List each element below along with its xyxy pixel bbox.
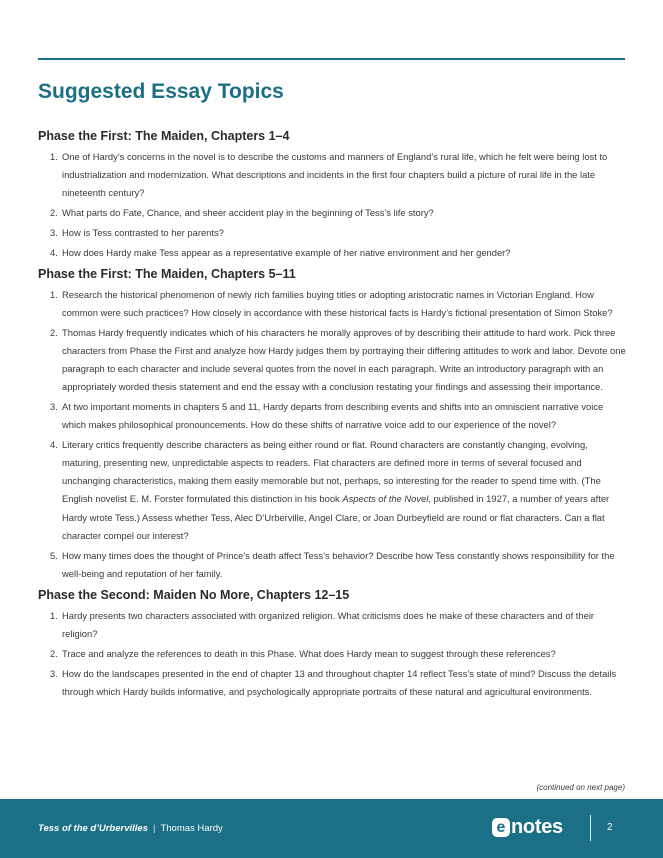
list-item <box>38 324 628 397</box>
footer-author: Thomas Hardy <box>160 823 223 834</box>
footer-book-title: Tess of the d’Urbervilles <box>38 823 148 834</box>
item-number: 1. <box>50 288 58 300</box>
item-text: How does Hardy make Tess appear as a representative example of her native environment and her gender? <box>62 246 511 258</box>
item-text: Thomas Hardy frequently indicates which of his characters he morally approves of by describing their attitude to hard work. Pick three characters from Phase the First and analyze how Hardy judges them by portraying their differing attitudes to work and labor. Devote one paragraph to each character and include several quotes from the novel in each paragraph. Write an introductory paragraph with an appropriately worded thesis statement and end the essay with a conclusion restating your findings and assessing their importance. <box>62 326 626 393</box>
item-number: 5. <box>50 549 58 561</box>
list-item <box>38 398 628 434</box>
page-footer <box>0 799 663 858</box>
list-item <box>38 607 628 643</box>
item-number: 3. <box>50 667 58 679</box>
section-heading: Phase the First: The Maiden, Chapters 5–11 <box>38 266 296 281</box>
item-text: Research the historical phenomenon of newly rich families buying titles or adopting aristocratic names in Victorian England. How common were such practices? How closely in accordance with these historical facts is Hardy’s fictional presentation of Simon Stoke? <box>62 288 613 318</box>
item-text: How do the landscapes presented in the end of chapter 13 and throughout chapter 14 reflect Tess’s state of mind? Discuss the details through which Hardy builds informative, and psychologically appropriate portraits of these natural and agricultural environments. <box>62 667 617 697</box>
item-number: 2. <box>50 647 58 659</box>
top-rule <box>38 58 625 60</box>
list-item <box>38 645 628 663</box>
item-text: One of Hardy’s concerns in the novel is to describe the customs and manners of England’s rural life, which he felt were being lost to industrialization and modernization. What descriptions and incidents in the first four chapters build a picture of rural life in the late nineteenth century? <box>62 151 608 199</box>
section-chapters-5-11 <box>38 266 628 583</box>
topic-list <box>38 148 628 262</box>
item-number: 4. <box>50 438 58 450</box>
list-item <box>38 224 628 242</box>
item-number: 4. <box>50 246 58 258</box>
logo-text: notes <box>511 815 563 838</box>
item-number: 3. <box>50 226 58 238</box>
item-text-before: Literary critics frequently describe characters as being either round or flat. Round characters are constantly changing, evolving, maturing, presenting new, unpredictable aspects to readers. Flat characters are defined more in terms of several focused and unchanging characteristics, making them easily memorable but not, perhaps, so interesting for the reader to spend time with. (The English novelist E. M. Forster formulated this distinction in his book <box>62 438 601 505</box>
section-heading: Phase the First: The Maiden, Chapters 1–4 <box>38 129 290 143</box>
item-text: How is Tess contrasted to her parents? <box>62 226 224 238</box>
item-number: 3. <box>50 400 58 412</box>
list-item <box>38 286 628 322</box>
topic-list <box>38 286 628 583</box>
page-title: Suggested Essay Topics <box>38 80 284 103</box>
essay-topics-content <box>38 128 628 705</box>
enotes-logo <box>492 816 563 838</box>
item-text: What parts do Fate, Chance, and sheer accident play in the beginning of Tess’s life story? <box>62 207 434 219</box>
item-number: 2. <box>50 207 58 219</box>
item-text: How many times does the thought of Prince’s death affect Tess’s behavior? Describe how Tess constantly shows responsibility for the well-being and reputation of her family. <box>62 549 615 579</box>
footer-divider <box>590 815 591 841</box>
continued-note: (continued on next page) <box>536 783 625 792</box>
item-text: Hardy presents two characters associated with organized religion. What criticisms does he make of these characters and of their religion? <box>62 609 595 640</box>
item-text: At two important moments in chapters 5 and 11, Hardy departs from describing events and shifts into an omniscient narrative voice which makes philosophical pronouncements. How do these shifts of narrative voice add to our experience of the novel? <box>62 400 604 431</box>
item-number: 2. <box>50 326 58 338</box>
topic-list <box>38 607 628 701</box>
list-item <box>38 665 628 701</box>
page-number: 2 <box>607 822 613 833</box>
book-title-italic: Aspects of the Novel <box>342 493 429 505</box>
list-item <box>38 547 628 583</box>
item-number: 1. <box>50 151 58 162</box>
section-heading: Phase the Second: Maiden No More, Chapters 12–15 <box>38 587 350 602</box>
section-chapters-12-15 <box>38 587 628 701</box>
item-text-after: , published in 1927, a number of years after Hardy wrote Tess.) Assess whether Tess, Alec D’Urberville, Angel Clare, or Joan Durbeyfield are round or flat characters. Can a flat character compel our interest? <box>62 493 610 541</box>
footer-book-info <box>38 823 223 834</box>
list-item <box>38 436 628 545</box>
list-item <box>38 148 628 203</box>
logo-e-icon: e <box>492 818 510 837</box>
list-item <box>38 204 628 222</box>
item-number: 1. <box>50 609 58 621</box>
item-text: Trace and analyze the references to death in this Phase. What does Hardy mean to suggest through these references? <box>62 647 556 659</box>
list-item <box>38 244 628 262</box>
footer-separator: | <box>153 823 156 834</box>
section-chapters-1-4 <box>38 128 628 262</box>
